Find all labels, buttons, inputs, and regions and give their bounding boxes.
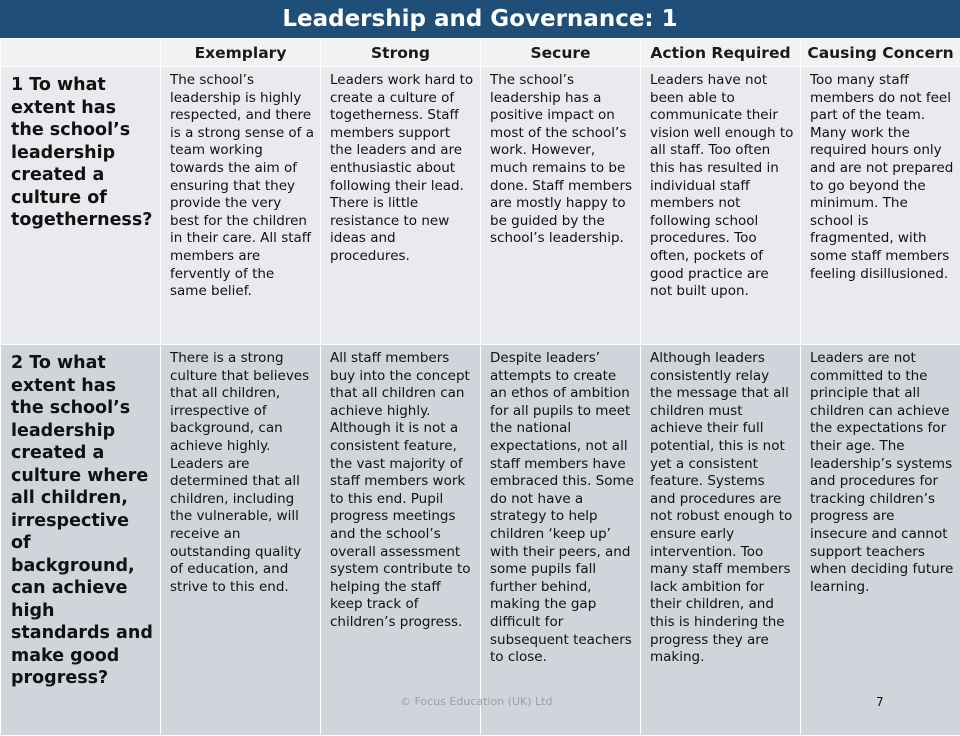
page-number: 7 — [876, 695, 884, 709]
copyright-notice: © Focus Education (UK) Ltd — [400, 695, 552, 708]
cell-secure: The school’s leadership has a positive impact on most of the school’s work. However, much remains to be done. Staff members are mostly happy to be guided by the school’s leadership. — [481, 67, 641, 345]
cell-action-required: Leaders have not been able to communicate their vision well enough to all staff. Too often this has resulted in individual staff members not following school procedures. Too often, pockets of good practice are not built upon. — [641, 67, 801, 345]
table-row — [1, 67, 960, 345]
header-corner — [1, 39, 161, 67]
column-header-causing-concern: Causing Concern — [801, 39, 960, 67]
slide-title: Leadership and Governance: 1 — [282, 6, 677, 32]
row-question: 2 To what extent has the school’s leadership created a culture where all children, irrespective of background, can achieve high standards and make good progress? — [1, 345, 161, 736]
cell-exemplary: There is a strong culture that believes that all children, irrespective of background, can achieve highly. Leaders are determined that all children, including the vulnerable, will receive an outstanding quality of education, and strive to this end. — [161, 345, 321, 736]
cell-exemplary: The school’s leadership is highly respected, and there is a strong sense of a team working towards the aim of ensuring that they provide the very best for the children in their care. All staff members are fervently of the same belief. — [161, 67, 321, 345]
column-header-secure: Secure — [481, 39, 641, 67]
slide-footer — [0, 695, 960, 713]
cell-action-required: Although leaders consistently relay the message that all children must achieve their full potential, this is not yet a consistent feature. Systems and procedures are not robust enough to ensure early intervention. Too many staff members lack ambition for their children, and this is hindering the progress they are making. — [641, 345, 801, 736]
header-row — [1, 39, 960, 67]
column-header-action-required: Action Required — [641, 39, 801, 67]
table-row — [1, 345, 960, 736]
slide-title-bar — [0, 0, 960, 38]
column-header-exemplary: Exemplary — [161, 39, 321, 67]
row-question: 1 To what extent has the school’s leadership created a culture of togetherness? — [1, 67, 161, 345]
column-header-strong: Strong — [321, 39, 481, 67]
cell-secure: Despite leaders’ attempts to create an ethos of ambition for all pupils to meet the national expectations, not all staff members have embraced this. Some do not have a strategy to help children ‘keep up’ with their peers, and some pupils fall further behind, making the gap difficult for subsequent teachers to close. — [481, 345, 641, 736]
cell-strong: Leaders work hard to create a culture of togetherness. Staff members support the leaders and are enthusiastic about following their lead. There is little resistance to new ideas and procedures. — [321, 67, 481, 345]
cell-causing-concern: Too many staff members do not feel part of the team. Many work the required hours only and are not prepared to go beyond the minimum. The school is fragmented, with some staff members feeling disillusioned. — [801, 67, 960, 345]
cell-strong: All staff members buy into the concept that all children can achieve highly. Although it is not a consistent feature, the vast majority of staff members work to this end. Pupil progress meetings and the school’s overall assessment system contribute to helping the staff keep track of children’s progress. — [321, 345, 481, 736]
cell-causing-concern: Leaders are not committed to the principle that all children can achieve the expectations for their age. The leadership’s systems and procedures for tracking children’s progress are insecure and cannot support teachers when deciding future learning. — [801, 345, 960, 736]
rubric-table — [0, 38, 960, 736]
